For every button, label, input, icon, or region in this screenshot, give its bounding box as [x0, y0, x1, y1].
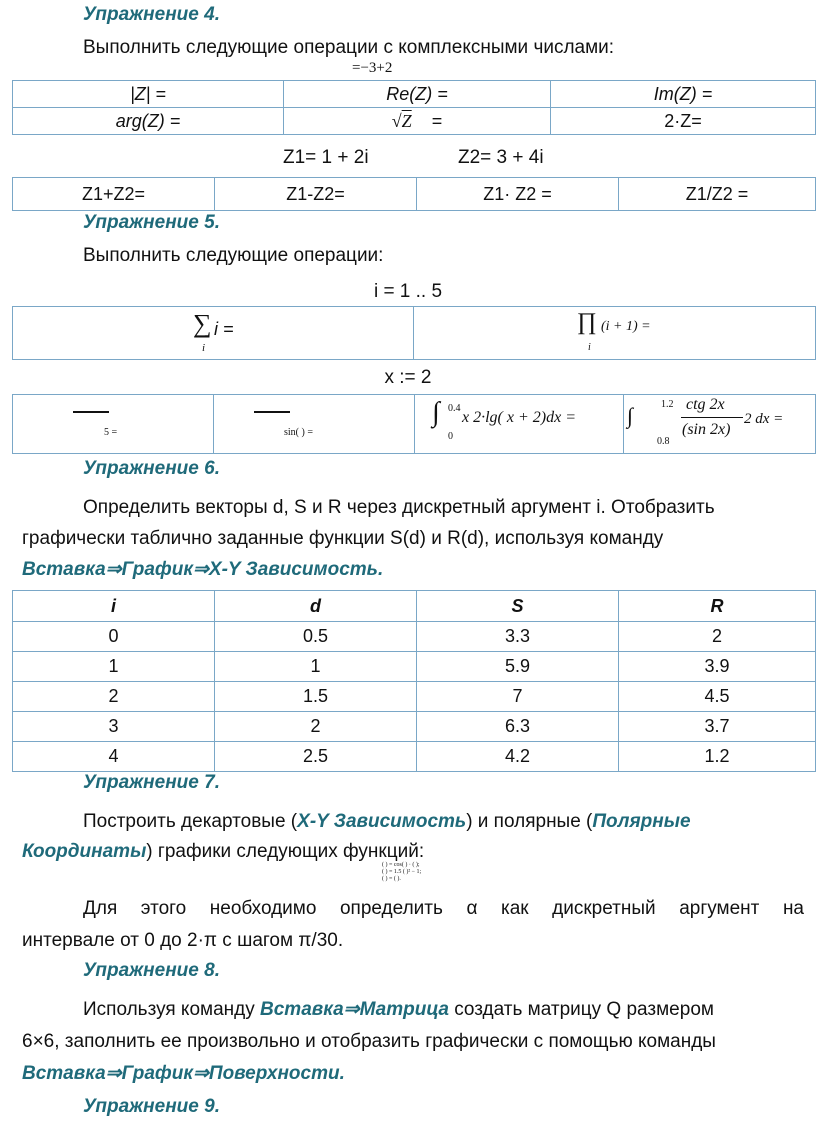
ex5-heading: Упражнение 5.: [83, 212, 220, 233]
integral1-lower: 0: [448, 431, 453, 442]
ex7-line2: [22, 838, 424, 866]
ex9-heading: Упражнение 9.: [83, 1096, 220, 1117]
z2-def: Z2= 3 + 4i: [458, 147, 544, 168]
two-z-cell: 2·Z=: [551, 108, 816, 135]
ex6-para1: Определить векторы d, S и R через дискретный аргумент i. Отобразить: [83, 497, 715, 518]
z-mult-cell: Z1· Z2 =: [417, 178, 619, 211]
ex6-para2: графически таблично заданные функции S(d) и R(d), используя команду: [22, 528, 664, 549]
fraction-bar: [681, 417, 743, 418]
col-header-d: d: [215, 591, 417, 622]
ex7-para4: интервале от 0 до 2·π с шагом π/30.: [22, 930, 344, 951]
integral-icon: ∫: [432, 397, 440, 428]
z-diff-cell: Z1-Z2=: [215, 178, 417, 211]
xy-dependence-term: X-Y Зависимость: [297, 811, 467, 832]
ex7-line1: [83, 808, 691, 836]
sin-cell: [214, 395, 415, 454]
ex4-intro: Выполнить следующие операции с комплексными числами:: [83, 37, 615, 58]
sum-cell: [13, 307, 414, 360]
prod-cell: [414, 307, 816, 360]
prod-expr: (i + 1) =: [601, 319, 651, 334]
cell-r: 1.2: [619, 742, 816, 772]
ex5-table1: [12, 306, 816, 360]
sqrt-z-equals: =: [431, 110, 443, 131]
ex5-intro: Выполнить следующие операции:: [83, 245, 384, 266]
integral1-expr: x 2·lg( x + 2)dx =: [462, 409, 576, 426]
formula-1: ( ) = cos( ) · ( );: [382, 862, 420, 868]
integral2-cell: [624, 395, 816, 454]
ex8-line2: 6×6, заполнить ее произвольно и отобразить графически с помощью команды: [22, 1031, 716, 1052]
cell-s: 7: [417, 682, 619, 712]
sum-icon: ∑: [193, 309, 212, 338]
polar-term: Полярные: [592, 811, 691, 832]
ex4-heading: Упражнение 4.: [83, 4, 220, 25]
z-div-cell: Z1/Z2 =: [619, 178, 816, 211]
cell-i: 0: [13, 622, 215, 652]
prod-icon: ∏: [577, 309, 597, 335]
ex7-line2-b: ) графики следующих функций:: [146, 841, 425, 862]
ex5-range: i = 1 .. 5: [373, 281, 443, 302]
coordinates-term: Координаты: [22, 841, 147, 862]
arg-z-cell: arg(Z) =: [13, 108, 284, 135]
sqrt-icon: √Z: [391, 110, 412, 131]
cell-i: 2: [13, 682, 215, 712]
fraction-bar: [254, 411, 290, 413]
sum-index: i: [202, 342, 206, 354]
table-row: [13, 742, 816, 772]
ex4-table1: [12, 80, 816, 135]
cell-r: 2: [619, 622, 816, 652]
ex7-para3: Для этого необходимо определить α как дискретный аргумент на: [83, 898, 804, 919]
cell-d: 1: [215, 652, 417, 682]
cell-s: 5.9: [417, 652, 619, 682]
ex7-tiny-formulas: [382, 862, 421, 883]
ex4-z-value: =−3+2: [352, 60, 393, 76]
sqrt-five-text: 5 =: [104, 427, 118, 438]
col-header-r: R: [619, 591, 816, 622]
ex6-command: Вставка⇒График⇒X-Y Зависимость.: [22, 559, 384, 580]
ex8-line1-a: Используя команду: [83, 999, 261, 1020]
formula-2: ( ) = 1.5 ( )² − 1;: [382, 869, 422, 875]
formula-3: ( ) = ( ).: [382, 876, 401, 882]
cell-d: 2.5: [215, 742, 417, 772]
table-row: [13, 712, 816, 742]
sum-label: i =: [214, 319, 234, 339]
sqrt-z-cell: [284, 108, 551, 135]
ex5-table2: [12, 394, 816, 454]
integral-icon: ∫: [627, 403, 634, 428]
integral1-upper: 0.4: [448, 403, 461, 414]
sqrt-five-cell: [13, 395, 214, 454]
ex8-line1-c: создать матрицу Q размером: [448, 999, 714, 1020]
cell-s: 6.3: [417, 712, 619, 742]
ex8-heading: Упражнение 8.: [83, 960, 220, 981]
ex7-heading: Упражнение 7.: [83, 772, 220, 793]
z1-def: Z1= 1 + 2i: [283, 147, 369, 168]
sin-text: sin( ) =: [284, 427, 313, 438]
integral2-lower: 0.8: [657, 436, 670, 447]
ex6-heading: Упражнение 6.: [83, 458, 220, 479]
cell-i: 3: [13, 712, 215, 742]
col-header-s: S: [417, 591, 619, 622]
cell-d: 1.5: [215, 682, 417, 712]
im-z-cell: Im(Z) =: [551, 81, 816, 108]
integral1-cell: [415, 395, 624, 454]
cell-i: 4: [13, 742, 215, 772]
cell-d: 0.5: [215, 622, 417, 652]
x-def: x := 2: [384, 367, 432, 388]
table-row: [13, 682, 816, 712]
cell-r: 3.9: [619, 652, 816, 682]
cell-d: 2: [215, 712, 417, 742]
integral2-den: (sin 2x): [682, 421, 731, 438]
ex7-line1-a: Построить декартовые (: [83, 811, 298, 832]
table-row: [13, 622, 816, 652]
insert-matrix-command: Вставка⇒Матрица: [260, 999, 449, 1020]
integral2-tail: 2 dx =: [744, 411, 784, 427]
table-row: [13, 652, 816, 682]
ex8-line1: [83, 996, 714, 1024]
ex6-table: [12, 590, 816, 772]
integral2-num: ctg 2x: [686, 396, 725, 413]
cell-r: 3.7: [619, 712, 816, 742]
ex8-line3: Вставка⇒График⇒Поверхности.: [22, 1063, 345, 1084]
prod-index: i: [588, 342, 591, 353]
cell-s: 3.3: [417, 622, 619, 652]
fraction-bar: [73, 411, 109, 413]
col-header-i: i: [13, 591, 215, 622]
integral2-upper: 1.2: [661, 399, 674, 410]
cell-r: 4.5: [619, 682, 816, 712]
cell-i: 1: [13, 652, 215, 682]
z-sum-cell: Z1+Z2=: [13, 178, 215, 211]
abs-z-cell: |Z| =: [13, 81, 284, 108]
ex4-table2: [12, 177, 816, 211]
re-z-cell: Re(Z) =: [284, 81, 551, 108]
cell-s: 4.2: [417, 742, 619, 772]
ex7-line1-c: ) и полярные (: [466, 811, 593, 832]
